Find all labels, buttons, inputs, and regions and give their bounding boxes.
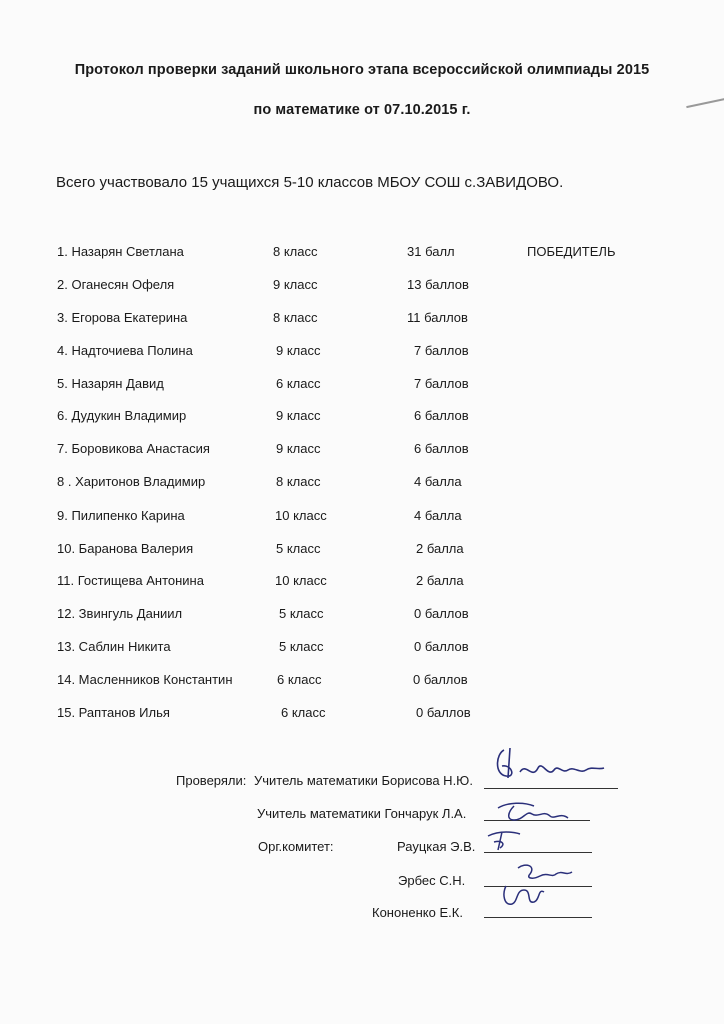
student-class: 5 класс	[279, 606, 324, 621]
result-row	[0, 408, 724, 428]
committee-member-kononenko: Кононенко Е.К.	[372, 905, 463, 920]
result-row	[0, 343, 724, 363]
student-name: 15. Раптанов Илья	[57, 705, 170, 720]
committee-label: Орг.комитет:	[258, 839, 334, 854]
result-row	[0, 639, 724, 659]
result-row	[0, 508, 724, 528]
result-row	[0, 376, 724, 396]
result-row	[0, 606, 724, 626]
student-name: 13. Саблин Никита	[57, 639, 171, 654]
result-row	[0, 541, 724, 561]
student-name: 6. Дудукин Владимир	[57, 408, 187, 423]
student-name: 12. Звингуль Даниил	[57, 606, 183, 621]
student-class: 8 класс	[276, 474, 321, 489]
protocol-subtitle: по математике от 07.10.2015 г.	[253, 102, 471, 118]
result-row	[0, 441, 724, 461]
student-name: 1. Назарян Светлана	[57, 244, 184, 259]
student-score: 11 баллов	[407, 310, 468, 325]
result-row	[0, 573, 724, 593]
result-row	[0, 310, 724, 330]
student-name: 14. Масленников Константин	[57, 672, 233, 687]
signature-erbes-kononenko-icon	[496, 860, 576, 916]
student-class: 6 класс	[281, 705, 326, 720]
student-name: 3. Егорова Екатерина	[57, 310, 188, 325]
student-class: 9 класс	[276, 408, 321, 423]
committee-member-erbes: Эрбес С.Н.	[398, 873, 466, 888]
protocol-title: Протокол проверки заданий школьного этапа всероссийской олимпиады 2015	[74, 62, 650, 78]
student-class: 6 класс	[277, 672, 322, 687]
result-row	[0, 244, 724, 264]
checked-label: Проверяли:	[176, 773, 247, 788]
student-score: 4 балла	[414, 474, 462, 489]
student-class: 9 класс	[273, 277, 318, 292]
result-row	[0, 474, 724, 494]
student-name: 8 . Харитонов Владимир	[57, 474, 206, 489]
teacher-borisova: Учитель математики Борисова Н.Ю.	[254, 773, 473, 788]
student-score: 4 балла	[414, 508, 462, 523]
student-class: 9 класс	[276, 343, 321, 358]
student-class: 9 класс	[276, 441, 321, 456]
student-score: 2 балла	[416, 573, 464, 588]
student-class: 5 класс	[276, 541, 321, 556]
student-score: 0 баллов	[416, 705, 471, 720]
student-class: 6 класс	[276, 376, 321, 391]
result-row	[0, 705, 724, 725]
signature-line	[484, 917, 592, 918]
committee-member-rautskaya: Рауцкая Э.В.	[397, 839, 476, 854]
student-name: 11. Гостищева Антонина	[57, 573, 204, 588]
student-score: 0 баллов	[414, 606, 469, 621]
student-score: 31 балл	[407, 244, 455, 259]
student-score: 0 баллов	[413, 672, 468, 687]
student-name: 9. Пилипенко Карина	[57, 508, 185, 523]
signature-goncharuk-icon	[494, 798, 574, 826]
signature-rautskaya-icon	[484, 826, 524, 854]
student-score: 6 баллов	[414, 408, 469, 423]
student-class: 8 класс	[273, 310, 318, 325]
student-class: 10 класс	[275, 508, 327, 523]
winner-note: ПОБЕДИТЕЛЬ	[527, 244, 616, 259]
student-score: 0 баллов	[414, 639, 469, 654]
student-name: 4. Надточиева Полина	[57, 343, 193, 358]
student-name: 10. Баранова Валерия	[57, 541, 194, 556]
student-score: 7 баллов	[414, 376, 469, 391]
student-score: 7 баллов	[414, 343, 469, 358]
result-row	[0, 672, 724, 692]
participants-summary: Всего участвовало 15 учащихся 5-10 классов МБОУ СОШ с.ЗАВИДОВО.	[56, 174, 564, 191]
student-class: 5 класс	[279, 639, 324, 654]
student-class: 8 класс	[273, 244, 318, 259]
signature-borisova-icon	[486, 744, 606, 790]
teacher-goncharuk: Учитель математики Гончарук Л.А.	[257, 806, 467, 821]
student-score: 6 баллов	[414, 441, 469, 456]
result-row	[0, 277, 724, 297]
student-name: 7. Боровикова Анастасия	[57, 441, 210, 456]
student-score: 2 балла	[416, 541, 464, 556]
student-name: 5. Назарян Давид	[57, 376, 164, 391]
student-class: 10 класс	[275, 573, 327, 588]
student-score: 13 баллов	[407, 277, 469, 292]
student-name: 2. Оганесян Офеля	[57, 277, 175, 292]
